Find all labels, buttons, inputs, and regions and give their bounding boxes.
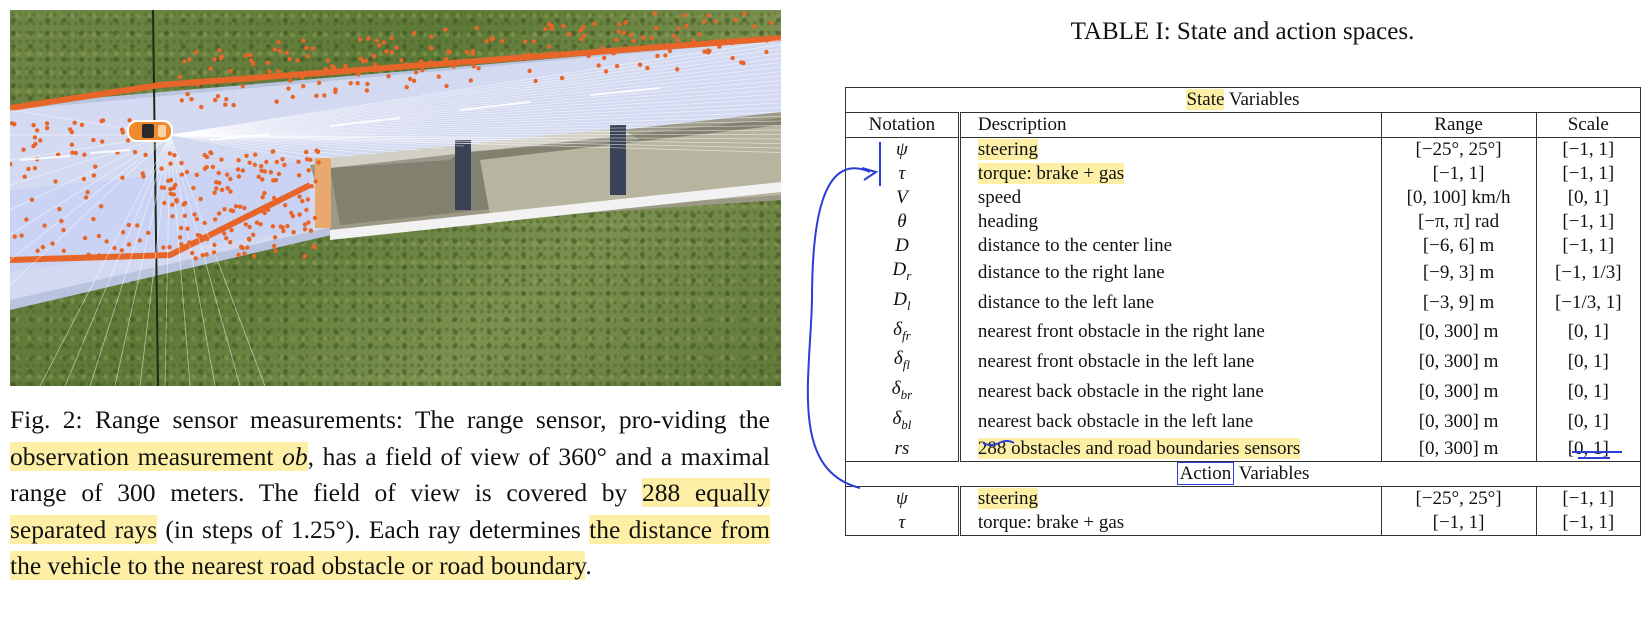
scale-cell-text: [−1, 1] <box>1562 163 1615 184</box>
notation-cell-text: δ <box>891 378 901 400</box>
notation-cell-text: θ <box>897 211 907 232</box>
range-cell-text: [−9, 3] m <box>1422 261 1495 283</box>
table-title: TABLE I: State and action spaces. <box>1070 18 1415 45</box>
scale-cell <box>1536 234 1640 258</box>
table-row <box>846 511 1641 536</box>
description-cell-text: distance to the center line <box>977 235 1172 256</box>
scale-cell-text: [0, 1] <box>1567 187 1609 208</box>
scale-cell <box>1536 210 1640 234</box>
notation-cell <box>846 186 960 210</box>
description-cell-text: distance to the right lane <box>977 261 1165 283</box>
range-cell <box>1381 162 1536 186</box>
caption-highlight-rays: 288 equally separated rays <box>10 478 770 544</box>
caption-hl1-var: ob <box>282 441 308 471</box>
notation-cell-text: rs <box>894 437 910 459</box>
state-label-rest: Variables <box>1224 89 1300 110</box>
range-cell <box>1381 347 1536 377</box>
range-cell-text: [−3, 9] m <box>1422 291 1495 313</box>
table-row <box>846 138 1641 163</box>
notation-cell-text: τ <box>898 511 906 533</box>
barrier-post-3 <box>610 125 626 195</box>
notation-cell <box>846 234 960 258</box>
description-cell-text: nearest back obstacle in the left lane <box>977 410 1254 432</box>
notation-cell-text: D <box>895 235 909 256</box>
range-cell-text: [−25°, 25°] <box>1415 487 1502 509</box>
notation-subscript: br <box>900 386 913 402</box>
range-cell-text: [0, 100] km/h <box>1406 187 1511 208</box>
notation-cell <box>846 407 960 437</box>
table-row <box>846 318 1641 348</box>
scale-cell <box>1536 486 1640 511</box>
description-cell <box>959 407 1381 437</box>
notation-cell-text: ψ <box>896 487 908 509</box>
notation-cell-text: V <box>896 187 908 208</box>
table-row <box>846 288 1641 318</box>
notation-cell <box>846 288 960 318</box>
scale-cell <box>1536 407 1640 437</box>
scale-cell <box>1536 138 1640 163</box>
range-cell <box>1381 186 1536 210</box>
caption-highlight-distance: the distance from the vehicle to the nearest road obstacle or road boundary <box>10 514 770 580</box>
scale-cell-text: [−1, 1] <box>1562 211 1615 232</box>
notation-cell <box>846 377 960 407</box>
table-row <box>846 486 1641 511</box>
notation-subscript: fr <box>902 327 911 343</box>
notation-cell <box>846 437 960 462</box>
state-label: State <box>1186 89 1225 110</box>
range-cell-text: [−1, 1] <box>1432 163 1485 184</box>
header-scale: Scale <box>1536 113 1640 138</box>
range-sensor-figure <box>10 10 781 386</box>
header-description: Description <box>959 113 1381 138</box>
range-cell <box>1381 511 1536 536</box>
header-range: Range <box>1381 113 1536 138</box>
caption-mid1: , has a field of view of 360° and a maximal range of 300 meters. The field of view is covered by <box>10 441 770 507</box>
notation-cell <box>846 347 960 377</box>
description-cell <box>959 288 1381 318</box>
range-cell <box>1381 234 1536 258</box>
scale-cell <box>1536 377 1640 407</box>
notation-subscript: bl <box>901 416 912 432</box>
notation-cell <box>846 318 960 348</box>
scale-cell-text: [0, 1] <box>1567 381 1609 403</box>
description-cell <box>959 437 1381 462</box>
state-section-header <box>846 88 1641 113</box>
scale-cell <box>1536 511 1640 536</box>
description-cell <box>959 377 1381 407</box>
figure-caption <box>10 402 770 585</box>
scale-cell-text: [−1, 1/3] <box>1554 261 1622 283</box>
caption-highlight-observation <box>10 442 308 471</box>
notation-cell <box>846 511 960 536</box>
description-cell-text: steering <box>977 487 1039 509</box>
scale-cell <box>1536 288 1640 318</box>
description-cell-text: nearest front obstacle in the right lane <box>977 321 1265 343</box>
scale-cell <box>1536 186 1640 210</box>
description-cell <box>959 347 1381 377</box>
lidar-scene <box>10 10 781 386</box>
notation-cell <box>846 486 960 511</box>
table-row <box>846 377 1641 407</box>
scale-cell <box>1536 347 1640 377</box>
description-cell <box>959 210 1381 234</box>
caption-prefix: Fig. 2: Range sensor measurements: The range sensor, pro-viding the <box>10 405 770 434</box>
scale-cell <box>1536 318 1640 348</box>
notation-subscript: r <box>906 267 912 283</box>
notation-cell-text: ψ <box>896 139 908 160</box>
notation-cell-text: τ <box>898 163 906 184</box>
range-cell-text: [0, 300] m <box>1418 351 1499 373</box>
state-action-table <box>845 87 1641 536</box>
notation-cell-text: D <box>892 259 907 280</box>
car <box>128 121 172 141</box>
scale-cell-text: [−1, 1] <box>1562 235 1615 256</box>
notation-cell <box>846 138 960 163</box>
range-cell-text: [−π, π] rad <box>1418 211 1500 232</box>
caption-end: . <box>585 551 592 580</box>
scale-cell-text: [0, 1] <box>1567 321 1609 343</box>
table-row <box>846 162 1641 186</box>
description-cell-text: speed <box>977 187 1022 208</box>
action-rows <box>846 486 1641 535</box>
header-notation: Notation <box>846 113 960 138</box>
range-cell <box>1381 437 1536 462</box>
range-cell-text: [0, 300] m <box>1418 321 1499 343</box>
notation-subscript: fl <box>902 357 910 373</box>
barrier-post-1 <box>315 158 331 228</box>
action-section-header <box>846 461 1641 486</box>
range-cell-text: [−6, 6] m <box>1422 235 1495 256</box>
notation-cell-text: D <box>893 288 907 310</box>
table-row <box>846 407 1641 437</box>
description-cell <box>959 234 1381 258</box>
scale-cell-text: [−1, 1] <box>1562 511 1615 533</box>
caption-hl1-text: observation measurement <box>10 441 283 471</box>
scale-cell-text: [0, 1] <box>1567 437 1609 459</box>
range-cell-text: [0, 300] m <box>1418 437 1499 459</box>
notation-cell <box>846 258 960 288</box>
range-cell-text: [0, 300] m <box>1418 410 1499 432</box>
description-cell-text: distance to the left lane <box>977 291 1155 313</box>
notation-cell-text: δ <box>892 407 902 429</box>
barrier-post-2 <box>455 140 471 210</box>
range-cell <box>1381 486 1536 511</box>
description-cell <box>959 486 1381 511</box>
action-label-rest: Variables <box>1234 462 1310 484</box>
range-cell <box>1381 138 1536 163</box>
table-row <box>846 437 1641 462</box>
scale-cell-text: [−1/3, 1] <box>1554 291 1622 313</box>
scale-cell <box>1536 162 1640 186</box>
description-cell <box>959 511 1381 536</box>
description-cell <box>959 138 1381 163</box>
scale-cell-text: [0, 1] <box>1567 351 1609 373</box>
scale-cell-text: [−1, 1] <box>1562 139 1615 160</box>
range-cell <box>1381 288 1536 318</box>
description-cell-text: heading <box>977 211 1039 232</box>
column-headers <box>846 113 1641 138</box>
description-cell-text: steering <box>977 139 1039 160</box>
scale-cell-text: [−1, 1] <box>1562 487 1615 509</box>
range-cell <box>1381 377 1536 407</box>
range-cell-text: [−25°, 25°] <box>1415 139 1502 160</box>
description-cell <box>959 186 1381 210</box>
state-rows <box>846 138 1641 462</box>
table-row <box>846 186 1641 210</box>
description-cell-text: torque: brake + gas <box>977 163 1125 184</box>
range-cell-text: [0, 300] m <box>1418 381 1499 403</box>
action-label: Action <box>1177 462 1235 485</box>
range-cell-text: [−1, 1] <box>1432 511 1485 533</box>
description-cell <box>959 162 1381 186</box>
description-cell-text: nearest front obstacle in the left lane <box>977 351 1255 373</box>
caption-mid2: (in steps of 1.25°). Each ray determines <box>157 514 590 544</box>
description-cell-text: nearest back obstacle in the right lane <box>977 381 1264 403</box>
table-row <box>846 347 1641 377</box>
table-row <box>846 258 1641 288</box>
range-cell <box>1381 258 1536 288</box>
range-cell <box>1381 407 1536 437</box>
scale-cell <box>1536 437 1640 462</box>
description-cell <box>959 258 1381 288</box>
scale-cell-text: [0, 1] <box>1567 410 1609 432</box>
description-cell <box>959 318 1381 348</box>
notation-cell <box>846 210 960 234</box>
range-cell <box>1381 318 1536 348</box>
notation-cell-text: δ <box>893 348 903 370</box>
description-cell-text: torque: brake + gas <box>977 511 1125 533</box>
description-cell-text: 288 obstacles and road boundaries sensors <box>977 437 1301 459</box>
notation-subscript: l <box>906 297 911 313</box>
notation-cell-text: δ <box>893 318 903 340</box>
scale-cell <box>1536 258 1640 288</box>
table-row <box>846 210 1641 234</box>
notation-cell <box>846 162 960 186</box>
table-row <box>846 234 1641 258</box>
range-cell <box>1381 210 1536 234</box>
